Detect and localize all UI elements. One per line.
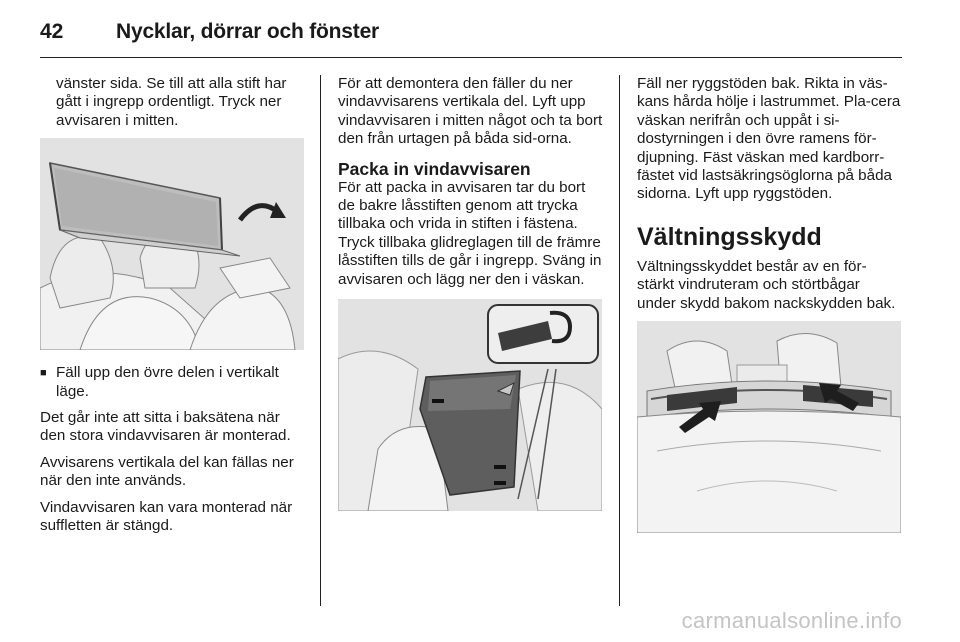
col1-paragraph-3: Vindavvisaren kan vara monterad när suffletten är stängd. [40,498,293,535]
rollover-protection-illustration [637,321,901,533]
deflector-bag-illustration [338,299,602,511]
wind-deflector-illustration [40,138,304,350]
rollover-protection-drawing [637,321,901,533]
page-number: 42 [40,20,64,43]
section-heading-rollover-protection: Vältningsskydd [637,222,822,251]
col3-paragraph-1: Fäll ner ryggstöden bak. Rikta in väs-kans hårda hölje i lastrummet. Pla-cera väskan nerifrån och uppåt i si-dostyrningen i den övre ramens för-djupning. Fäst väskan med kardborr-fästet vid lastsäkringsöglorna på båda sidorna. Lyft upp ryggstöden. [637,75,901,203]
col2-paragraph-2: För att packa in avvisaren tar du bort de bakre låsstiften genom att trycka tillbaka och vrida in stiften i fästena. Tryck tillbaka glidreglagen till de främre låsstiften tills de går i ingrepp. Sväng in avvisaren och lägg ner den i väskan. [338,178,602,288]
page-title: Nycklar, dörrar och fönster [116,20,380,43]
wind-deflector-drawing [40,138,304,350]
watermark: carmanualsonline.info [681,608,902,633]
col1-paragraph-2: Avvisarens vertikala del kan fällas ner när den inte används. [40,453,294,490]
col1-paragraph-1: Det går inte att sitta i baksätena när den stora vindavvisaren är monterad. [40,409,291,445]
column-3 [637,75,902,533]
page-header [40,20,379,46]
col3-paragraph-2: Vältningsskyddet består av en för-stärkt vindruteram och störtbågar under skydd bakom nackskydden bak. [637,257,896,312]
col2-paragraph-1: För att demontera den fäller du ner vindavvisarens vertikala del. Lyft upp vindavvisaren i mitten något och ta bort den från urtagen på båda sid-orna. [338,75,603,148]
column-2 [338,75,604,511]
column-divider-1 [320,75,321,606]
column-1 [40,75,304,543]
header-divider [40,57,902,58]
deflector-bag-drawing [338,299,602,511]
col1-bullet-item: ■ Fäll upp den övre delen i vertikalt läge. [40,364,304,401]
col1-intro-text: vänster sida. Se till att alla stift har gått i ingrepp ordentligt. Tryck ner avvisaren i mitten. [56,75,287,129]
section-heading-pack-deflector: Packa in vindavvisaren [338,158,531,179]
column-divider-2 [619,75,620,606]
